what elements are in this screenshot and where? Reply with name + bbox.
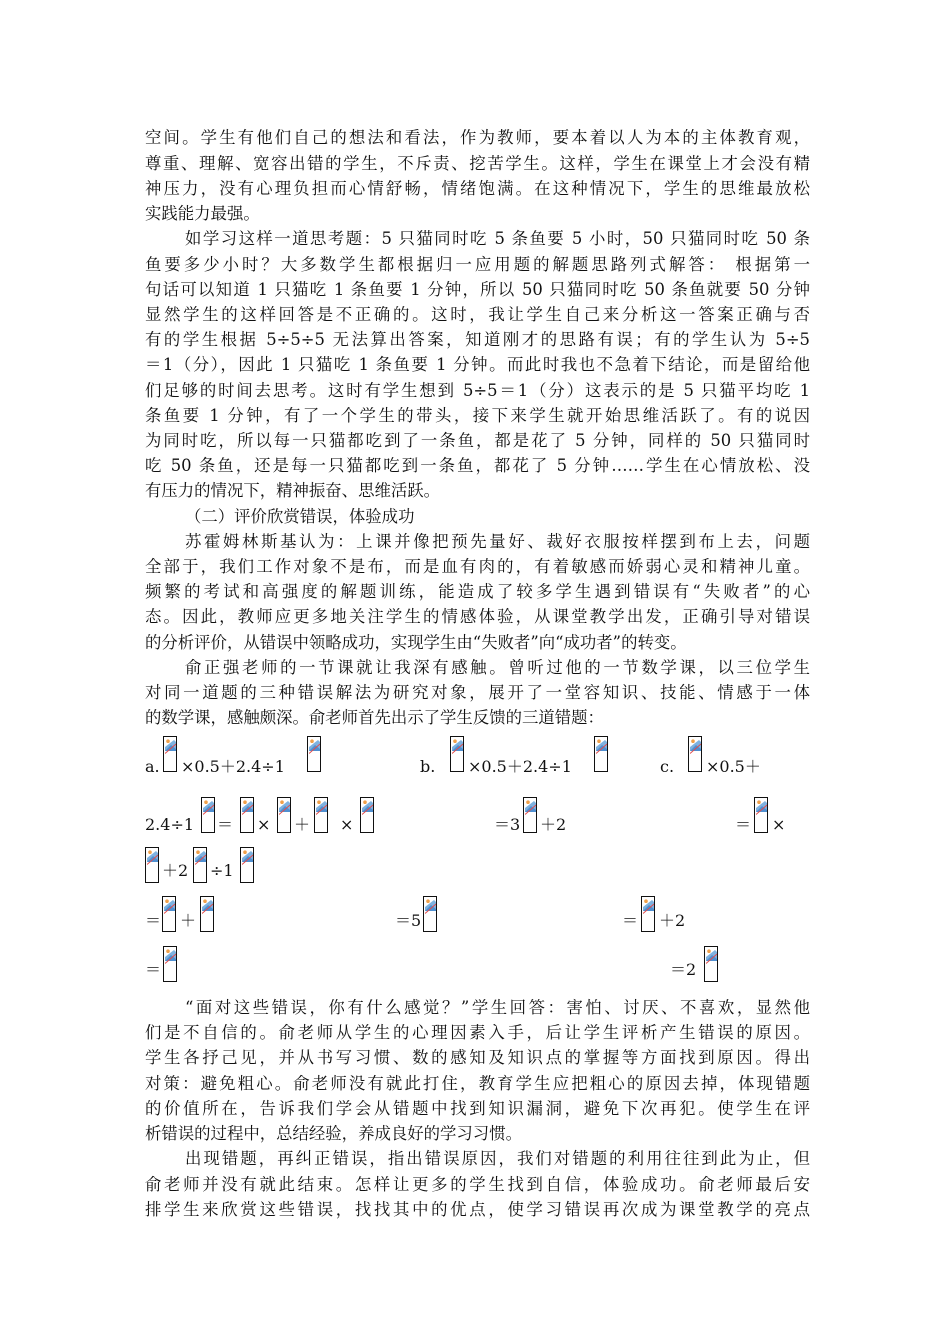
text-line: 态。因此，教师应更多地关注学生的情感体验，从课堂教学出发，正确引导对错误 <box>145 607 810 626</box>
fraction-image-icon <box>307 736 321 772</box>
problem-a-label: a. <box>145 757 160 776</box>
equals-sign: ＝ <box>217 815 234 834</box>
problem-b-step: ＋2 <box>540 815 567 834</box>
problem-a-step: ＋2 <box>162 861 189 880</box>
fraction-image-icon <box>277 797 291 833</box>
fraction-image-icon <box>201 797 215 833</box>
text-line: 尊重、理解、宽容出错的学生，不斥责、挖苦学生。这样，学生在课堂上才会没有精 <box>145 154 810 173</box>
text-line: “面对这些错误，你有什么感觉？”学生回答：害怕、讨厌、不喜欢，显然他 <box>185 998 810 1017</box>
text-line: 析错误的过程中，总结经验，养成良好的学习习惯。 <box>145 1124 522 1143</box>
fraction-image-icon <box>163 736 177 772</box>
text-line: 空间。学生有他们自己的想法和看法，作为教师，要本着以人为本的主体教育观， <box>145 128 810 147</box>
text-line: ＝1（分），因此 1 只猫吃 1 条鱼要 1 分钟。而此时我也不急着下结论，而是留给他 <box>145 355 810 374</box>
text-line: 对策：避免粗心。俞老师没有就此打住，教育学生应把粗心的原因去掉，体现错题 <box>145 1074 810 1093</box>
times-sign: × <box>257 815 271 834</box>
text-line: 的数学课，感触颇深。俞老师首先出示了学生反馈的三道错题： <box>145 708 604 727</box>
fraction-image-icon <box>360 797 374 833</box>
problem-b-step: ＝5 <box>395 911 422 930</box>
fraction-image-icon <box>145 847 159 883</box>
fraction-image-icon <box>523 797 537 833</box>
fraction-image-icon <box>240 797 254 833</box>
fraction-image-icon <box>641 896 655 932</box>
text-line: 句话可以知道 1 只猫吃 1 条鱼要 1 分钟，所以 50 只猫同时吃 50 条鱼就要 50 分钟 <box>145 280 810 299</box>
text-line: 出现错题，再纠正错误，指出错误原因，我们对错题的利用往往到此为止，但 <box>185 1149 810 1168</box>
problem-c-step: ＋2 <box>659 911 686 930</box>
text-line: 实践能力最强。 <box>145 204 260 223</box>
text-line: 频繁的考试和高强度的解题训练，能造成了较多学生遇到错误有“失败者”的心 <box>145 582 810 601</box>
problem-c-step: ＝2 <box>670 960 697 979</box>
text-line: 神压力，没有心理负担而心情舒畅，情绪饱满。在这种情况下，学生的思维最放松 <box>145 179 810 198</box>
fraction-image-icon <box>163 946 177 982</box>
fraction-image-icon <box>450 736 464 772</box>
text-line: 们足够的时间去思考。这时有学生想到 5÷5＝1（分）这表示的是 5 只猫平均吃 1 <box>145 381 810 400</box>
text-line: 条鱼要 1 分钟，有了一个学生的带头，接下来学生就开始思维活跃了。有的说因 <box>145 406 810 425</box>
problem-b-label: b. <box>420 757 436 776</box>
fraction-image-icon <box>704 946 718 982</box>
problem-c-step: ＝ <box>735 815 752 834</box>
text-line: 俞老师并没有就此结束。怎样让更多的学生找到自信，体验成功。俞老师最后安 <box>145 1175 810 1194</box>
text-line: 们是不自信的。俞老师从学生的心理因素入手，后让学生评析产生错误的原因。 <box>145 1023 810 1042</box>
problem-c-step: ＝ <box>622 911 639 930</box>
section-heading: （二）评价欣赏错误，体验成功 <box>185 507 415 526</box>
fraction-image-icon <box>423 896 437 932</box>
problem-a-step: ＋ <box>180 911 197 930</box>
text-line: 苏霍姆林斯基认为：上课并像把预先量好、裁好衣服按样摆到布上去，问题 <box>185 532 810 551</box>
text-line: 鱼要多少小时？大多数学生都根据归一应用题的解题思路列式解答： 根据第一 <box>145 255 810 274</box>
text-line: 有的学生根据 5÷5÷5 无法算出答案，知道刚才的思路有误；有的学生认为 5÷5 <box>145 330 810 349</box>
text-line: 显然学生的这样回答是不正确的。这时，我让学生自己来分析这一答案正确与否 <box>145 305 810 324</box>
text-line: 对同一道题的三种错误解法为研究对象，展开了一堂容知识、技能、情感于一体 <box>145 683 810 702</box>
text-line: 吃 50 条鱼，还是每一只猫都吃到一条鱼，都花了 5 分钟……学生在心情放松、没 <box>145 456 810 475</box>
text-line: 全部于，我们工作对象不是布，而是血有肉的，有着敏感而娇弱心灵和精神儿童。 <box>145 557 810 576</box>
fraction-image-icon <box>193 847 207 883</box>
text-line: 为同时吃，所以每一只猫都吃到了一条鱼，都是花了 5 分钟，同样的 50 只猫同时 <box>145 431 810 450</box>
text-line: 的分析评价，从错误中领略成功，实现学生由“失败者”向“成功者”的转变。 <box>145 633 687 652</box>
problem-b-step: ＝3 <box>494 815 521 834</box>
fraction-image-icon <box>754 797 768 833</box>
text-line: 的价值所在，告诉我们学会从错题中找到知识漏洞，避免下次再犯。使学生在评 <box>145 1099 810 1118</box>
text-line: 学生各抒己见，并从书写习惯、数的感知及知识点的掌握等方面找到原因。得出 <box>145 1048 810 1067</box>
fraction-image-icon <box>200 896 214 932</box>
problem-b-expression: ×0.5＋2.4÷1 <box>468 757 572 776</box>
problem-a-expression: ×0.5＋2.4÷1 <box>181 757 285 776</box>
problem-a-step: ＝ <box>145 911 162 930</box>
text-line: 排学生来欣赏这些错误，找找其中的优点，使学习错误再次成为课堂教学的亮点 <box>145 1200 810 1219</box>
problem-c-label: c. <box>660 757 675 776</box>
plus-sign: ＋ <box>294 815 311 834</box>
fraction-image-icon <box>688 736 702 772</box>
problem-a-step: ÷1 <box>210 861 234 880</box>
text-line: 有压力的情况下，精神振奋、思维活跃。 <box>145 481 441 500</box>
text-line: 俞正强老师的一节课就让我深有感触。曾听过他的一节数学课，以三位学生 <box>185 658 810 677</box>
times-sign: × <box>340 815 354 834</box>
text-line: 如学习这样一道思考题：5 只猫同时吃 5 条鱼要 5 小时，50 只猫同时吃 50 条 <box>185 229 810 248</box>
fraction-image-icon <box>594 736 608 772</box>
fraction-image-icon <box>162 896 176 932</box>
problem-a-step: 2.4÷1 <box>145 815 195 834</box>
problem-c-expression: ×0.5＋ <box>706 757 761 776</box>
fraction-image-icon <box>240 847 254 883</box>
problem-a-step: ＝ <box>145 960 162 979</box>
fraction-image-icon <box>314 797 328 833</box>
problem-c-step: × <box>772 815 786 834</box>
